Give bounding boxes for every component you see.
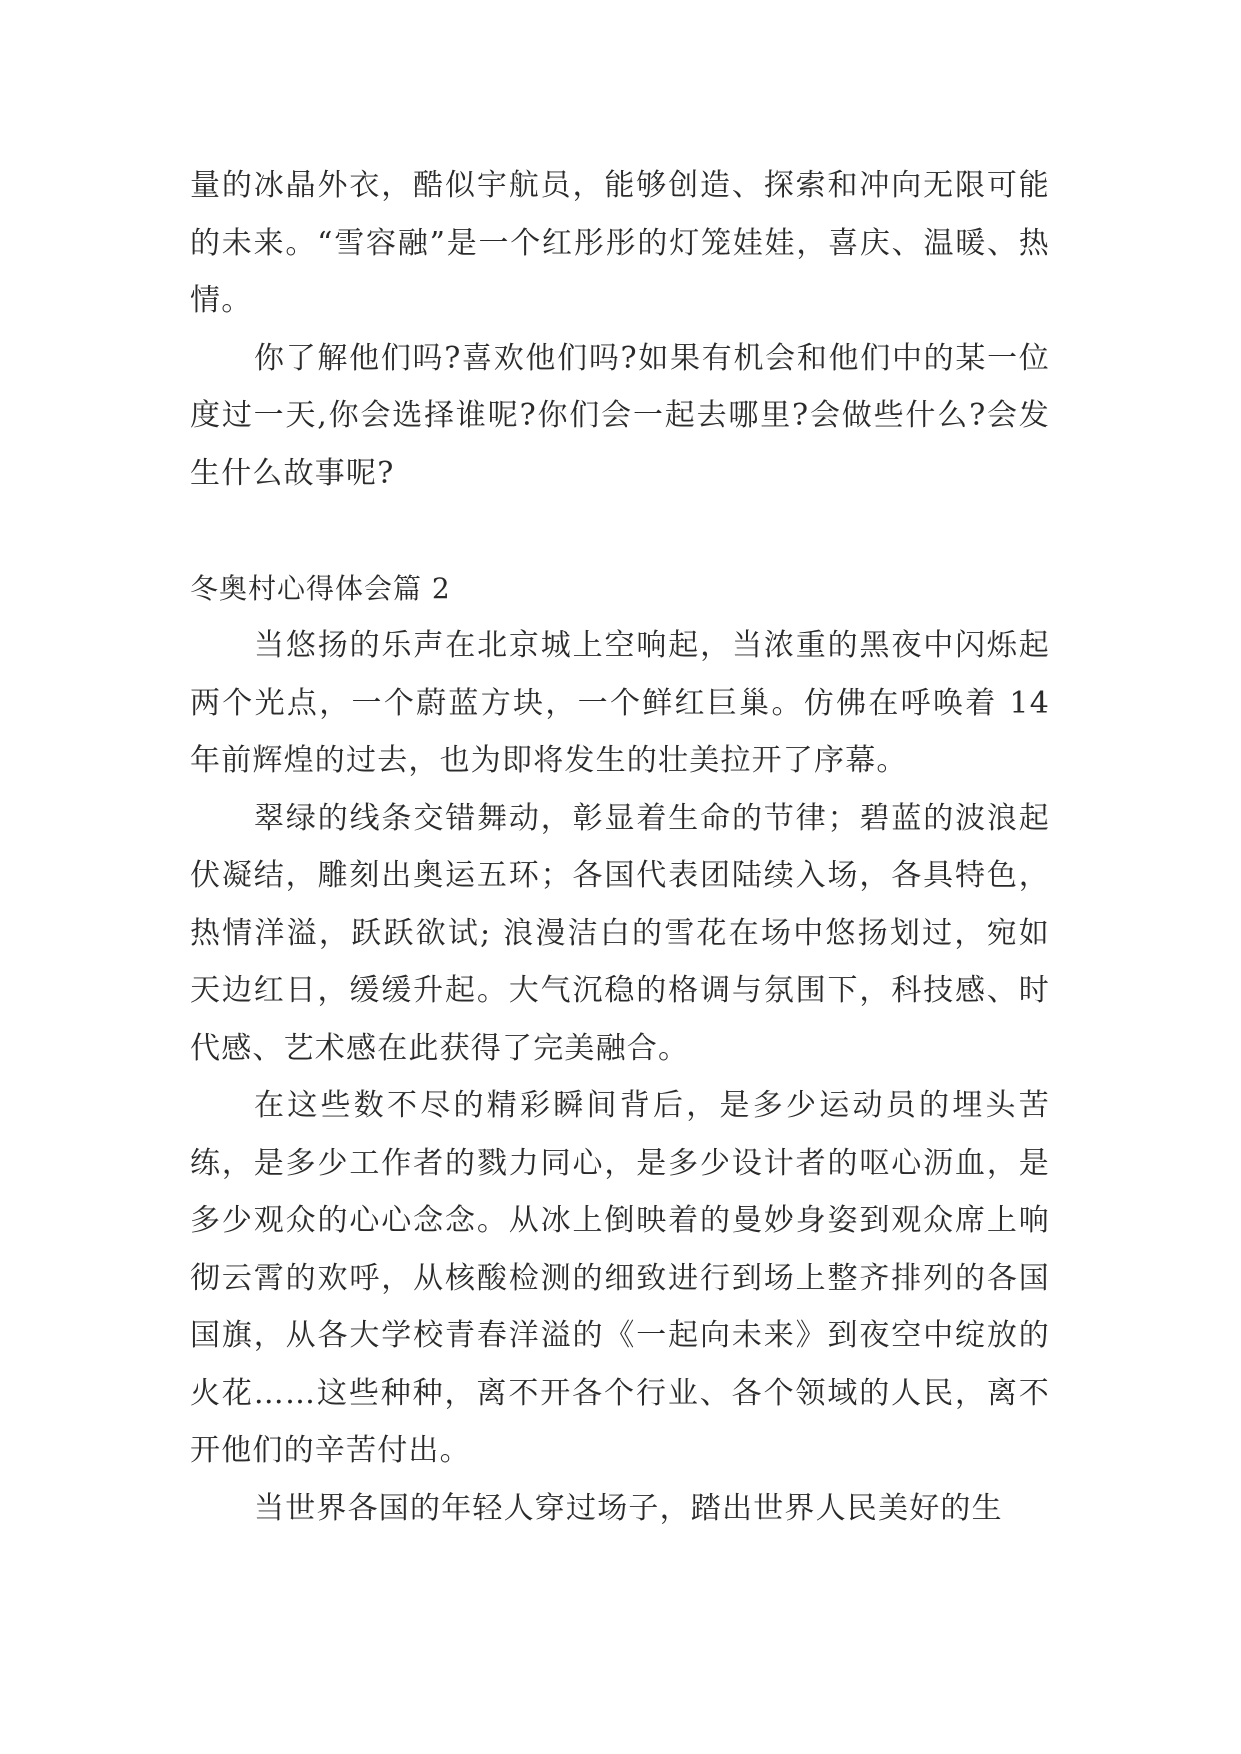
paragraph-ceremony: 翠绿的线条交错舞动，彰显着生命的节律；碧蓝的波浪起伏凝结，雕刻出奥运五环；各国代表团陆续入场，各具特色，热情洋溢，跃跃欲试; 浪漫洁白的雪花在场中悠扬划过，宛如天边红日，缓缓升起。大气沉稳的格调与氛围下，科技感、时代感、艺术感在此获得了完美融合。: [190, 800, 1050, 1066]
paragraph-closing-fragment: 当世界各国的年轻人穿过场子，踏出世界人民美好的生: [254, 1490, 1003, 1526]
paragraph-questions: 你了解他们吗?喜欢他们吗?如果有机会和他们中的某一位度过一天,你会选择谁呢?你们会一起去哪里?会做些什么?会发生什么故事呢?: [190, 340, 1050, 491]
section-heading: 冬奥村心得体会篇 2: [190, 571, 451, 605]
paragraph-behind-scenes: 在这些数不尽的精彩瞬间背后，是多少运动员的埋头苦练，是多少工作者的戮力同心，是多少设计者的呕心沥血，是多少观众的心心念念。从冰上倒映着的曼妙身姿到观众席上响彻云霄的欢呼，从核酸检测的细致进行到场上整齐排列的各国国旗，从各大学校青春洋溢的《一起向未来》到夜空中绽放的火花……这些种种，离不开各个行业、各个领域的人民，离不开他们的辛苦付出。: [190, 1088, 1050, 1468]
section-spacer: [190, 502, 1050, 560]
paragraph-opening: 当悠扬的乐声在北京城上空响起，当浓重的黑夜中闪烁起两个光点，一个蔚蓝方块，一个鲜红巨巢。仿佛在呼唤着 14 年前辉煌的过去，也为即将发生的壮美拉开了序幕。: [190, 628, 1050, 778]
document-body: [190, 157, 1050, 1537]
paragraph-continuation: 量的冰晶外衣，酷似宇航员，能够创造、探索和冲向无限可能的未来。“雪容融”是一个红彤彤的灯笼娃娃，喜庆、温暖、热情。: [190, 168, 1050, 318]
